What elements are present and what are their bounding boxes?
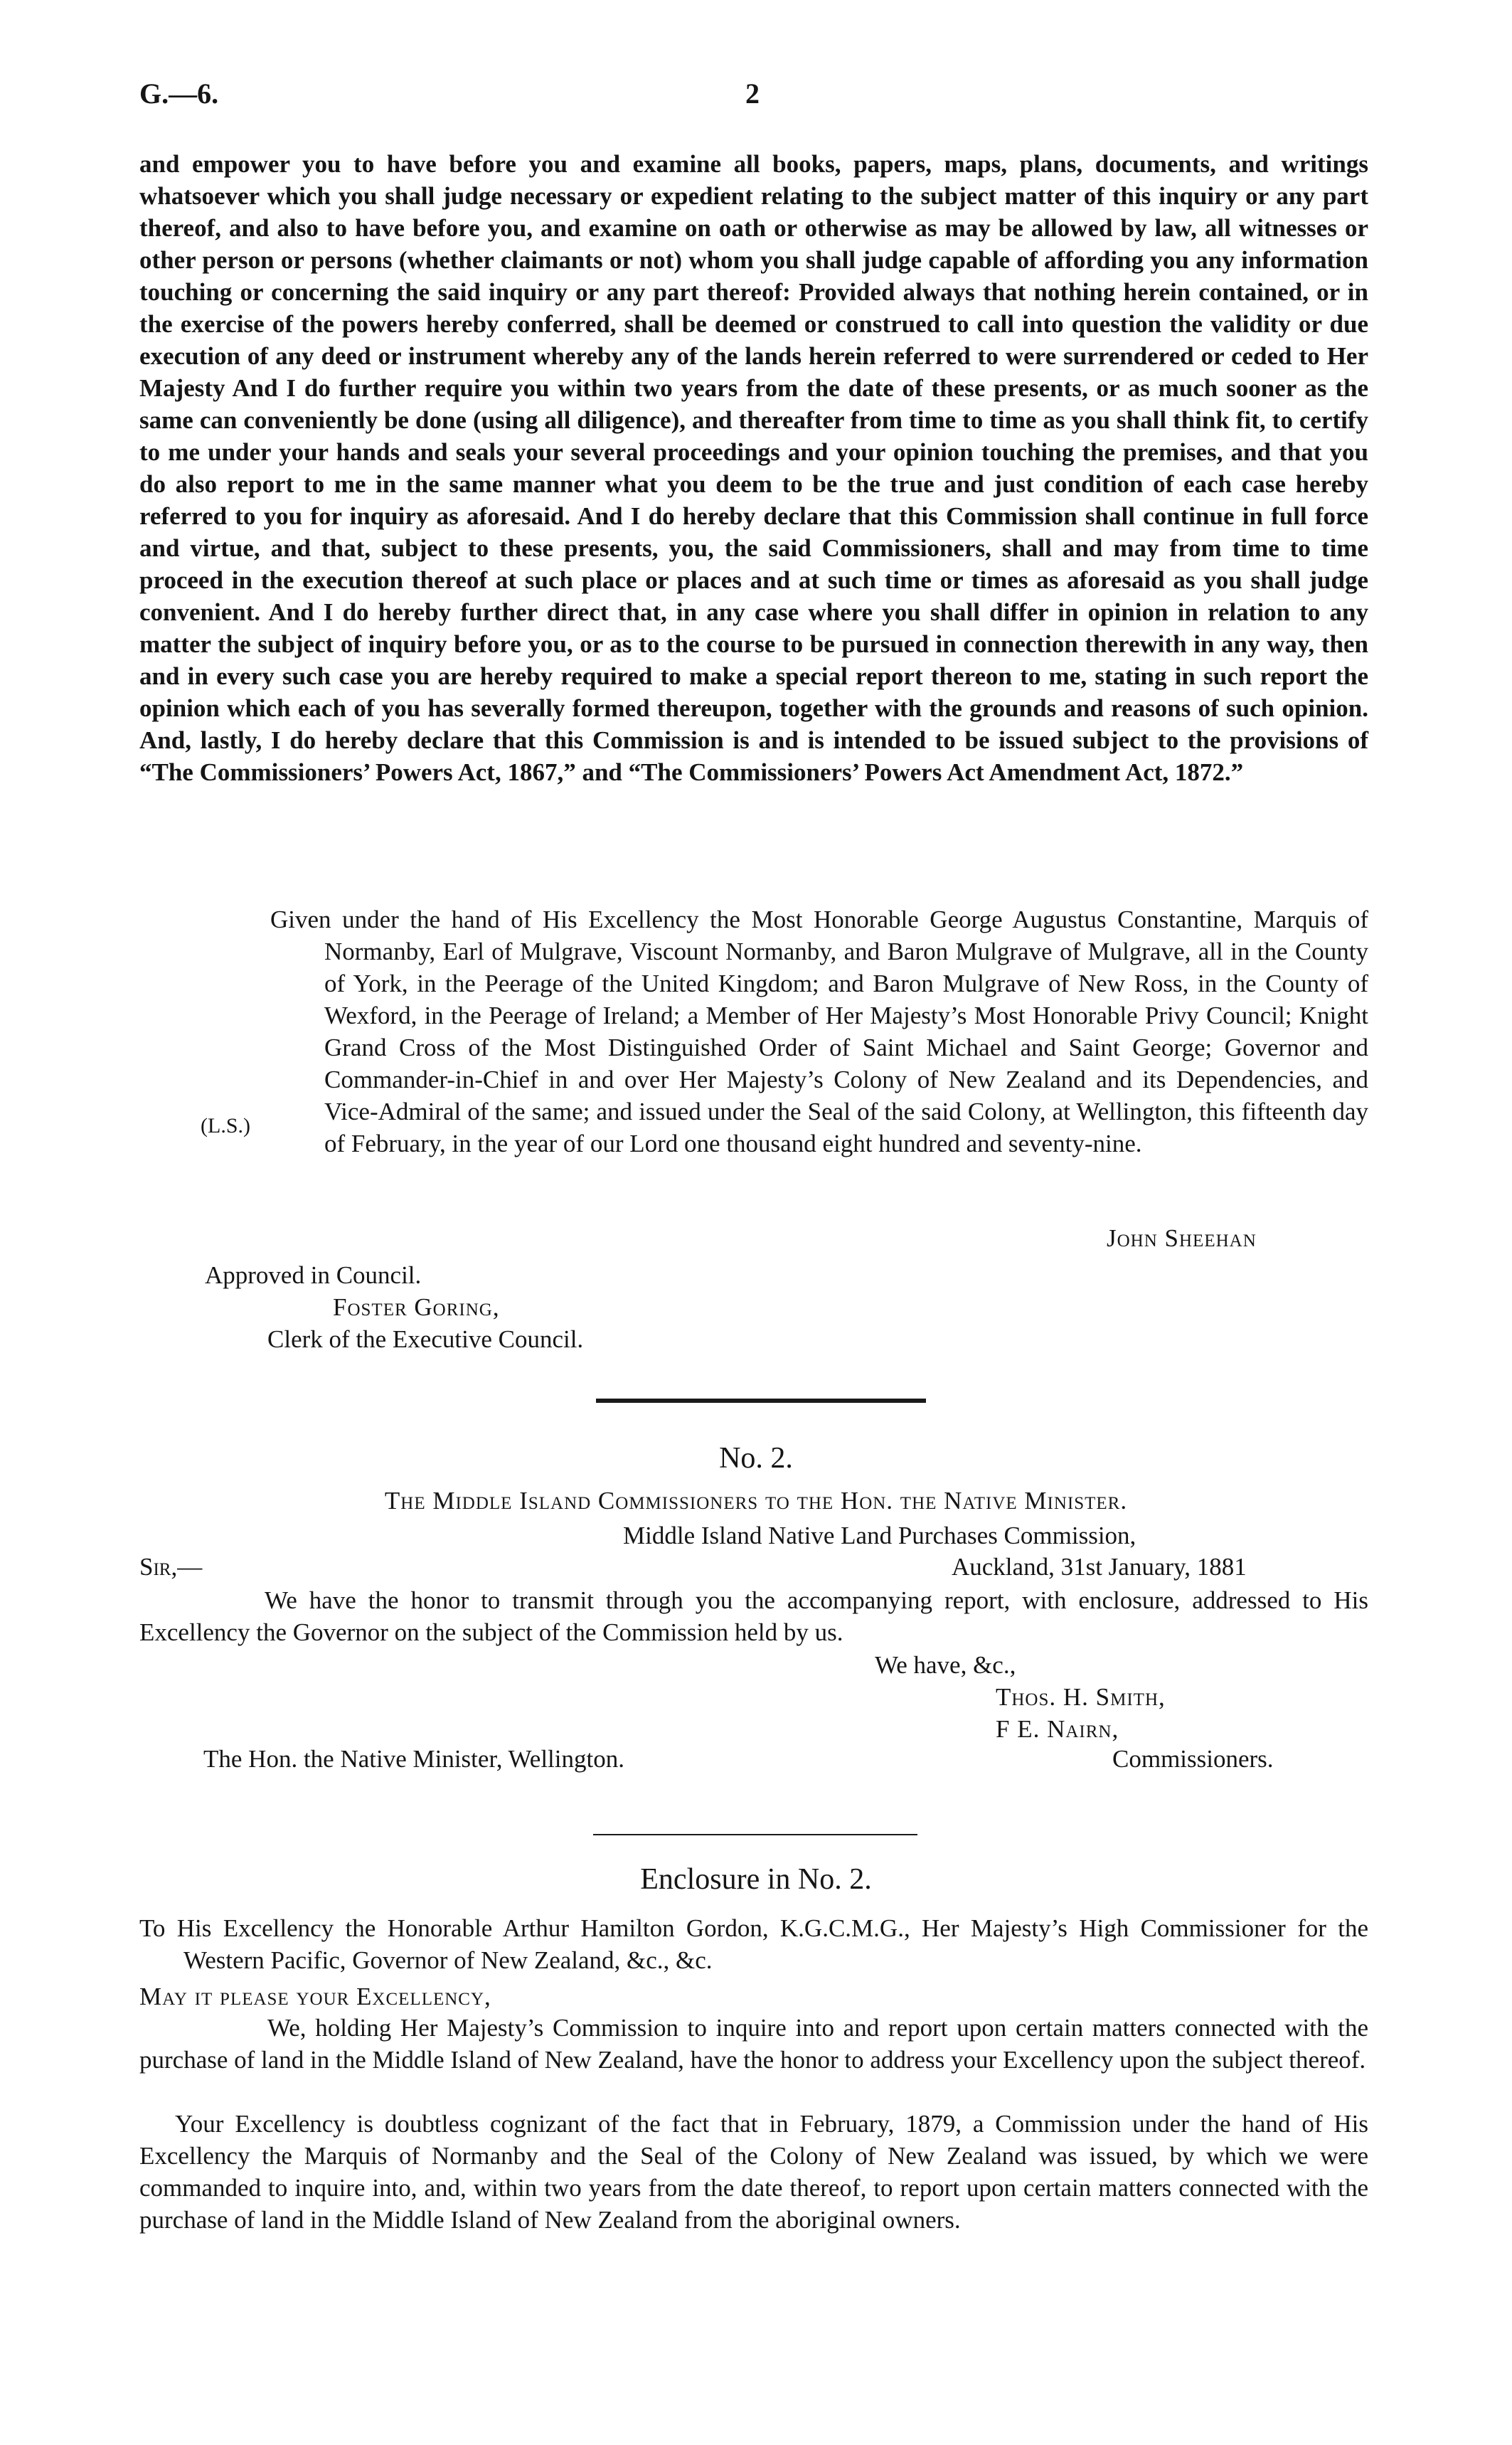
enclosure-paragraph-1: We, holding Her Majesty’s Commission to inquire into and report upon certain matters connected with the purchase of land in the Middle Island of New Zealand, have the honor to address your Excellency upon the subject thereof. (139, 2014, 1368, 2074)
salutation-sir: Sir,— (139, 1553, 203, 1581)
closing-phrase: We have, &c., (875, 1651, 1016, 1679)
section-divider (596, 1399, 926, 1403)
given-under-paragraph: Given under the hand of His Excellency the Most Honorable George Augustus Constantine, Marquis of Normanby, Earl of Mulgrave, Viscount Normanby, and Baron Mulgrave of Mulgrave, all in the County of York, in the Peerage of the United Kingdom; and Baron Mulgrave of New Ross, in the County of Wexford, in the Peerage of Ireland; a Member of Her Majesty’s Most Honorable Privy Council; Knight Grand Cross of the Most Distinguished Order of Saint Michael and Saint George; Governor and Commander-in-Chief in and over Her Majesty’s Colony of New Zealand and its Dependencies, and Vice-Admiral of the same; and issued under the Seal of the said Colony, at Wellington, this fifteenth day of February, in the year of our Lord one thousand eight hundred and seventy-nine. (270, 906, 1368, 1157)
commission-body: and empower you to have before you and examine all books, papers, maps, plans, documents, and writings whatsoever which you shall judge necessary or expedient relating to the subject matter of this inquiry or any part thereof, and also to have before you, and examine on oath or otherwise as may be allowed by law, all witnesses or other person or persons (whether claimants or not) whom you shall judge capable of affording you any information touching or concerning the said inquiry or any part thereof: Provided always that nothing herein contained, or in the exercise of the powers hereby conferred, shall be deemed or construed to call into question the validity or due execution of any deed or instrument whereby any of the lands herein referred to were surrendered or ceded to Her Majesty And I do further require you within two years from the date of these presents, or as much sooner as the same can conveniently be done (using all diligence), and thereafter from time to time as you shall think fit, to certify to me under your hands and seals your several proceedings and your opinion touching the premises, and that you do also report to me in the same manner what you deem to be the true and just condition of each case hereby referred to you for inquiry as aforesaid. And I do hereby declare that this Commission shall continue in full force and virtue, and that, subject to these presents, you, the said Commissioners, shall and may from time to time proceed in the execution thereof at such place or places and at such time or times as aforesaid as you shall judge convenient. And I do hereby further direct that, in any case where you shall differ in opinion in relation to any matter the subject of inquiry before you, or as to the course to be pursued in connection therewith in any way, then and in every such case you are hereby required to make a special report thereon to me, stating in such report the opinion which each of you has severally formed thereupon, together with the grounds and reasons of such opinion. And, lastly, I do hereby declare that this Commission is and is intended to be issued subject to the provisions of “The Commissioners’ Powers Act, 1867,” and “The Commissioners’ Powers Act Amendment Act, 1872.” (139, 150, 1368, 786)
no2-subheading: The Middle Island Commissioners to the Hon. the Native Minister. (384, 1487, 1128, 1515)
no2-heading: No. 2. (719, 1442, 793, 1475)
enclosure-divider (593, 1834, 917, 1835)
signer-title: Commissioners. (1112, 1745, 1274, 1773)
native-minister-address: The Hon. the Native Minister, Wellington. (203, 1745, 624, 1773)
document-id: G.—6. (139, 78, 219, 110)
enclosure-paragraph-2: Your Excellency is doubtless cognizant of the fact that in February, 1879, a Commission under the hand of His Excellency the Marquis of Normanby and the Seal of the Colony of New Zealand was issued, by which we were commanded to inquire into, and, within two years from the date thereof, to report upon certain matters connected with the purchase of land in the Middle Island of New Zealand from the aboriginal owners. (139, 2110, 1368, 2234)
signer-nairn: F E. Nairn, (996, 1715, 1119, 1743)
enclosure-addressee: To His Excellency the Honorable Arthur Hamilton Gordon, K.G.C.M.G., Her Majesty’s High Commissioner for the Western Pacific, Governor of New Zealand, &c., &c. (139, 1914, 1368, 1974)
enclosure-salutation: May it please your Excellency, (139, 1983, 491, 2010)
clerk-title: Clerk of the Executive Council. (267, 1325, 584, 1353)
signer-smith: Thos. H. Smith, (996, 1683, 1166, 1711)
page-number: 2 (745, 78, 760, 110)
clerk-name: Foster Goring, (333, 1293, 500, 1321)
no2-body: We have the honor to transmit through you the accompanying report, with enclosure, addressed to His Excellency the Governor on the subject of the Commission held by us. (139, 1586, 1368, 1646)
commission-address: Middle Island Native Land Purchases Commission, (623, 1522, 1136, 1549)
signatory-name: John Sheehan (1107, 1224, 1257, 1252)
enclosure-heading: Enclosure in No. 2. (640, 1863, 872, 1896)
approved-in-council: Approved in Council. (205, 1261, 422, 1289)
letter-date: Auckland, 31st January, 1881 (952, 1553, 1247, 1581)
seal-mark: (L.S.) (201, 1114, 250, 1137)
